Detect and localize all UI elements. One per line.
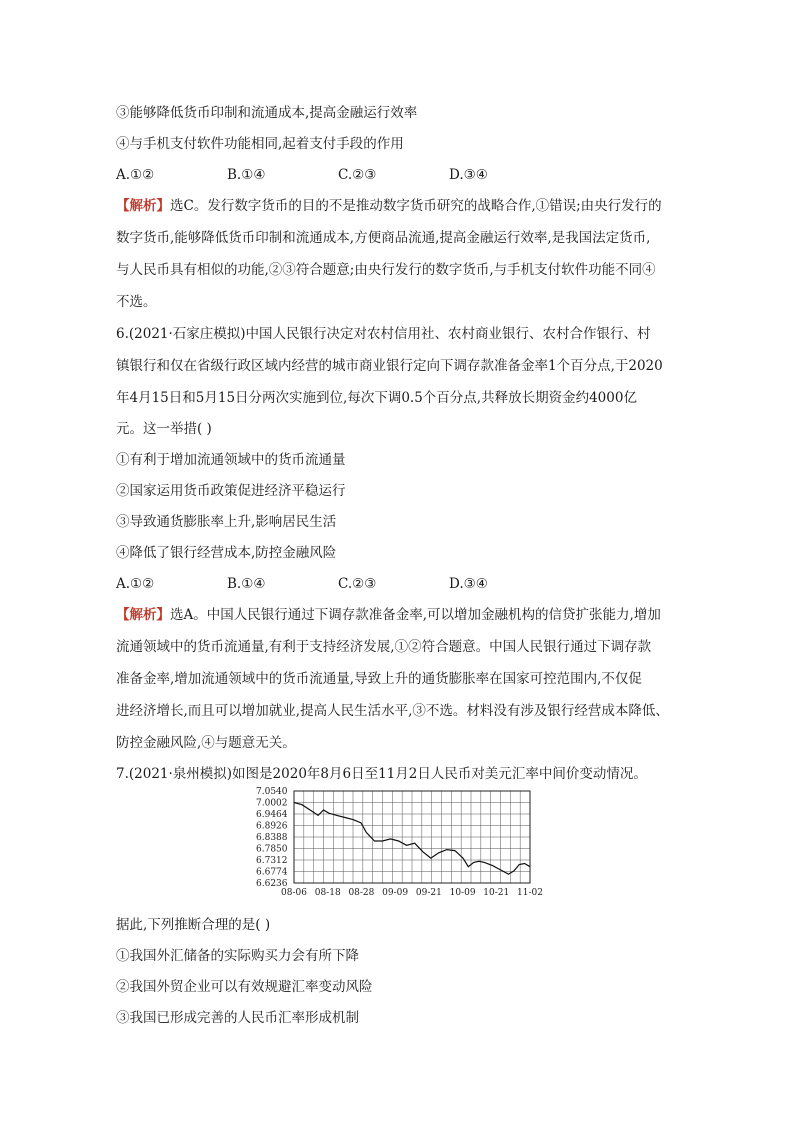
q6-option-1: ①有利于增加流通领域中的货币流通量 [116, 452, 346, 468]
x-tick-label: 08-06 [281, 888, 307, 898]
x-tick-label: 09-21 [415, 888, 442, 898]
y-tick-label: 6.8926 [256, 821, 288, 832]
q5-analysis-line-4: 不选。 [116, 294, 157, 310]
q6-analysis-text: 选A。中国人民银行通过下调存款准备金率,可以增加金融机构的信贷扩张能力,增加 [170, 607, 661, 623]
q6-stem-line-4: 元。这一举措( ) [116, 421, 212, 437]
q7-option-2: ②我国外贸企业可以有效规避汇率变动风险 [116, 979, 373, 995]
y-tick-label: 7.0002 [256, 798, 288, 809]
exchange-rate-chart-svg [256, 787, 546, 899]
y-tick-label: 6.9464 [256, 810, 288, 820]
y-tick-label: 6.6774 [256, 867, 288, 878]
q5-analysis-line-2: 数字货币,能够降低货币印制和流通成本,方便商品流通,提高金融运行效率,是我国法定货币, [116, 230, 651, 246]
q5-choice-b: B.①④ [227, 167, 266, 183]
q6-analysis-line-2: 流通领域中的货币流通量,有利于支持经济发展,①②符合题意。中国人民银行通过下调存款 [116, 639, 652, 655]
exchange-rate-chart [256, 787, 546, 899]
y-tick-label: 6.8388 [256, 833, 288, 843]
x-tick-label: 11-02 [517, 888, 543, 898]
x-tick-label: 09-09 [382, 888, 409, 898]
q6-choice-a: A.①② [116, 576, 155, 592]
q7-option-1: ①我国外汇储备的实际购买力会有所下降 [116, 948, 359, 964]
q6-choice-d: D.③④ [449, 576, 488, 592]
q5-analysis-tag: 【解析】 [116, 198, 170, 214]
q7-option-3: ③我国已形成完善的人民币汇率形成机制 [116, 1010, 359, 1026]
q5-analysis-line-3: 与人民币具有相似的功能,②③符合题意;由央行发行的数字货币,与手机支付软件功能不同④ [116, 262, 656, 278]
q7-question: 据此,下列推断合理的是( ) [116, 917, 271, 933]
y-tick-label: 7.0540 [256, 787, 288, 797]
q6-choice-b: B.①④ [227, 576, 266, 592]
q7-stem: 7.(2021·泉州模拟)如图是2020年8月6日至11月2日人民币对美元汇率中间价变动情况。 [116, 766, 647, 782]
x-tick-label: 08-18 [314, 888, 341, 898]
q6-analysis-line-4: 进经济增长,而且可以增加就业,提高人民生活水平,③不选。材料没有涉及银行经营成本降低、 [116, 703, 669, 719]
q6-stem-line-1: 6.(2021·石家庄模拟)中国人民银行决定对农村信用社、农村商业银行、农村合作银行、村 [116, 326, 651, 342]
q6-choices [116, 575, 488, 593]
q6-stem-line-3: 年4月15日和5月15日分两次实施到位,每次下调0.5个百分点,共释放长期资金约4000亿 [116, 390, 637, 406]
q6-choice-c: C.②③ [338, 576, 377, 592]
x-tick-label: 10-21 [483, 888, 510, 898]
q6-option-4: ④降低了银行经营成本,防控金融风险 [116, 545, 337, 561]
q6-analysis-line-1 [116, 606, 661, 624]
y-tick-label: 6.7312 [256, 856, 288, 866]
q6-analysis-line-5: 防控金融风险,④与题意无关。 [116, 735, 296, 751]
q5-choice-a: A.①② [116, 167, 155, 183]
q5-option-3: ③能够降低货币印制和流通成本,提高金融运行效率 [116, 105, 418, 121]
q6-analysis-tag: 【解析】 [116, 607, 170, 623]
q5-analysis-text: 选C。发行数字货币的目的不是推动数字货币研究的战略合作,①错误;由央行发行的 [170, 198, 662, 214]
q5-choice-c: C.②③ [338, 167, 377, 183]
q5-option-4: ④与手机支付软件功能相同,起着支付手段的作用 [116, 136, 404, 152]
q6-option-3: ③导致通货膨胀率上升,影响居民生活 [116, 514, 337, 530]
q5-choice-d: D.③④ [449, 167, 488, 183]
q6-stem-line-2: 镇银行和仅在省级行政区域内经营的城市商业银行定向下调存款准备金率1个百分点,于2020 [116, 358, 663, 374]
y-tick-label: 6.6236 [256, 879, 288, 889]
q5-analysis-line-1 [116, 197, 662, 215]
q6-analysis-line-3: 准备金率,增加流通领域中的货币流通量,导致上升的通货膨胀率在国家可控范围内,不仅促 [116, 671, 642, 687]
x-tick-label: 08-28 [348, 888, 375, 898]
x-tick-label: 10-09 [449, 888, 476, 898]
q5-choices [116, 166, 488, 184]
q6-option-2: ②国家运用货币政策促进经济平稳运行 [116, 483, 346, 499]
y-tick-label: 6.7850 [256, 844, 288, 855]
